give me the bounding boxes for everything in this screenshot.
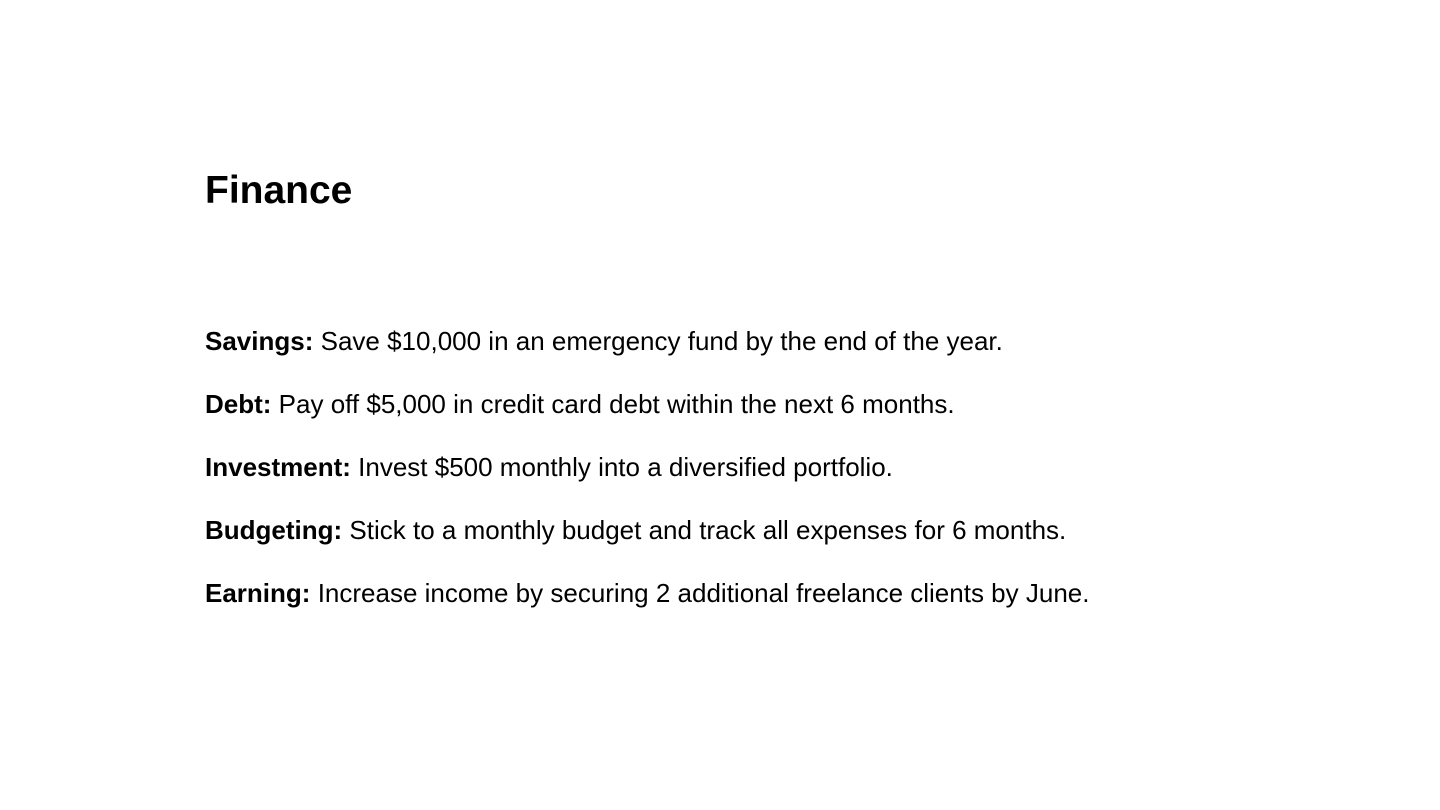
goal-text: Increase income by securing 2 additional freelance clients by June. xyxy=(317,578,1090,608)
goal-list xyxy=(205,325,1305,640)
goal-item-savings xyxy=(205,325,1305,358)
goal-label: Investment: xyxy=(205,452,351,482)
goal-text: Save $10,000 in an emergency fund by the end of the year. xyxy=(320,326,1003,356)
goal-label: Debt: xyxy=(205,389,272,419)
goal-item-earning xyxy=(205,577,1305,610)
goal-label: Savings: xyxy=(205,326,314,356)
goal-label: Earning: xyxy=(205,578,311,608)
slide-title: Finance xyxy=(205,169,353,212)
goal-text: Stick to a monthly budget and track all expenses for 6 months. xyxy=(349,515,1067,545)
goal-item-debt xyxy=(205,388,1305,421)
goal-label: Budgeting: xyxy=(205,515,343,545)
goal-item-investment xyxy=(205,451,1305,484)
goal-text: Invest $500 monthly into a diversified portfolio. xyxy=(358,452,893,482)
goal-text: Pay off $5,000 in credit card debt within the next 6 months. xyxy=(278,389,955,419)
goal-item-budgeting xyxy=(205,514,1305,547)
